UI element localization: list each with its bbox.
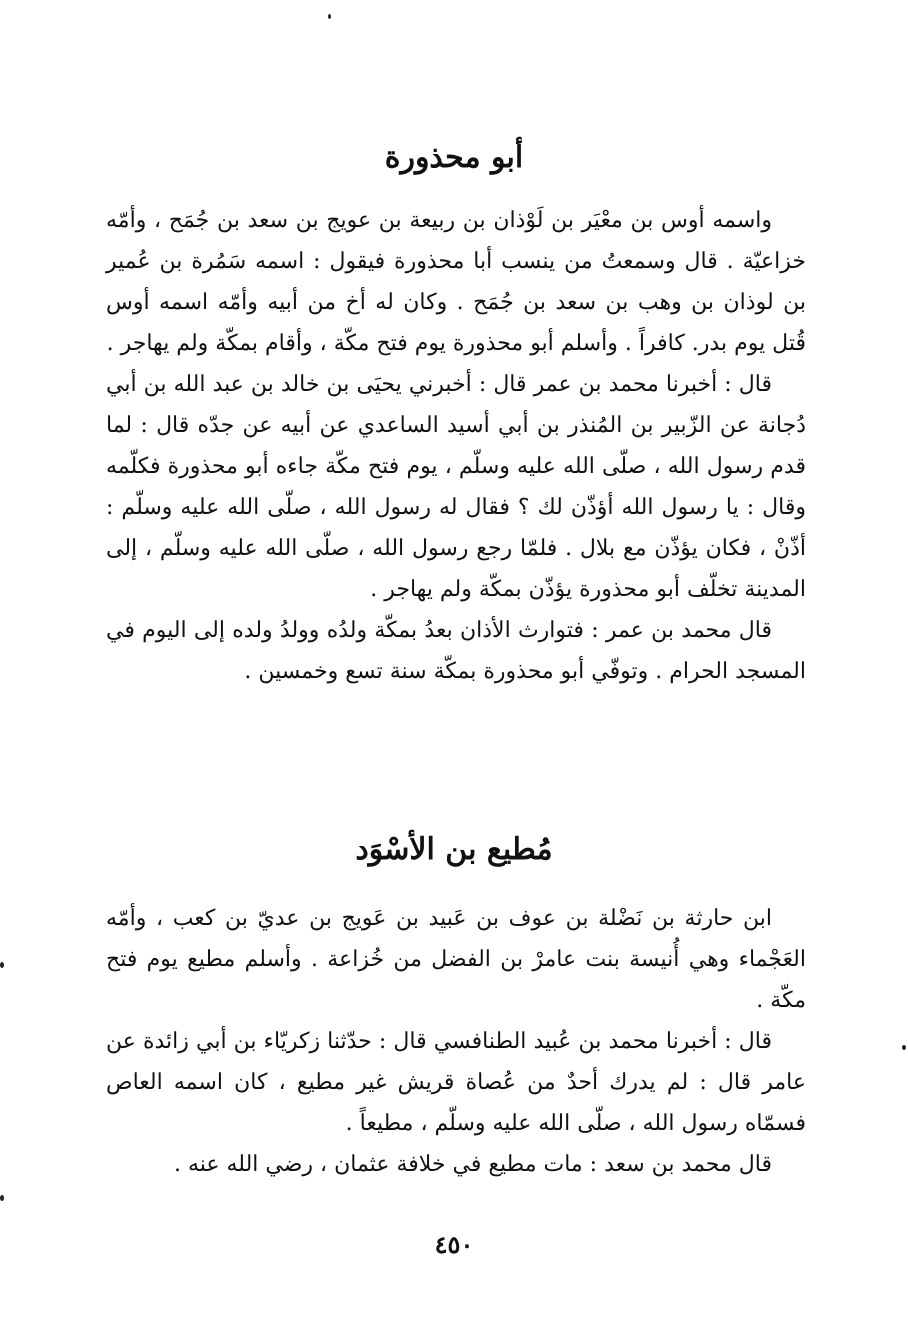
ink-speck [0,1195,4,1201]
section-title-mutee-ibn-al-aswad: مُطيع بن الأسْوَد [355,832,553,867]
paragraph: قال : أخبرنا محمد بن عُبيد الطنافسي قال : حدّثنا زكريّاء بن أبي زائدة عن عامر قال : لم يدرك أحدٌ من عُصاة قريش غير مطيع ، كان اسمه العاص فسمّاه رسول الله ، صلّى الله عليه وسلّم ، مطيعاً . [106,1029,806,1136]
paragraph: قال : أخبرنا محمد بن عمر قال : أخبرني يحيَى بن خالد بن عبد الله بن أبي دُجانة عن الزّبير بن المُنذر بن أبي أسيد الساعدي عن أبيه عن جدّه قال : لما قدم رسول الله ، صلّى الله عليه وسلّم ، يوم فتح مكّة جاءه أبو محذورة فكلّمه وقال : يا رسول الله أؤذّن لك ؟ فقال له رسول الله ، صلّى الله عليه وسلّم : أذّنْ ، فكان يؤذّن مع بلال . فلمّا رجع رسول الله ، صلّى الله عليه وسلّم ، إلى المدينة تخلّف أبو محذورة يؤذّن بمكّة ولم يهاجر . [106,372,806,602]
section-body-mutee-ibn-al-aswad [106,898,806,1185]
paragraph: قال محمد بن عمر : فتوارث الأذان بعدُ بمكّة ولدُه وولدُ ولده إلى اليوم في المسجد الحرام . وتوفّي أبو محذورة بمكّة سنة تسع وخمسين . [106,618,806,684]
paragraph: واسمه أوس بن معْيَر بن لَوْذان بن ربيعة بن عويج بن سعد بن جُمَح ، وأمّه خزاعيّة . قال وسمعتُ من ينسب أبا محذورة فيقول : اسمه سَمُرة بن عُمير بن لوذان بن وهب بن سعد بن جُمَح . وكان له أخ من أبيه وأمّه اسمه أوس قُتل يوم بدر. كافراً . وأسلم أبو محذورة يوم فتح مكّة ، وأقام بمكّة ولم يهاجر . [106,208,806,356]
paragraph: ابن حارثة بن نَضْلة بن عوف بن عَبيد بن عَويج بن عديّ بن كعب ، وأمّه العَجْماء وهي أُنيسة بنت عامرْ بن الفضل من خُزاعة . وأسلم مطيع يوم فتح مكّة . [106,906,806,1013]
ink-speck [902,1045,906,1050]
paragraph: قال محمد بن سعد : مات مطيع في خلافة عثمان ، رضي الله عنه . [173,1152,772,1177]
ink-speck [328,14,331,19]
page-number: ٤٥٠ [434,1230,474,1259]
section-title-abu-mahdhura: أبو محذورة [384,140,524,175]
ink-speck [0,962,4,968]
section-body-abu-mahdhura [106,200,806,692]
